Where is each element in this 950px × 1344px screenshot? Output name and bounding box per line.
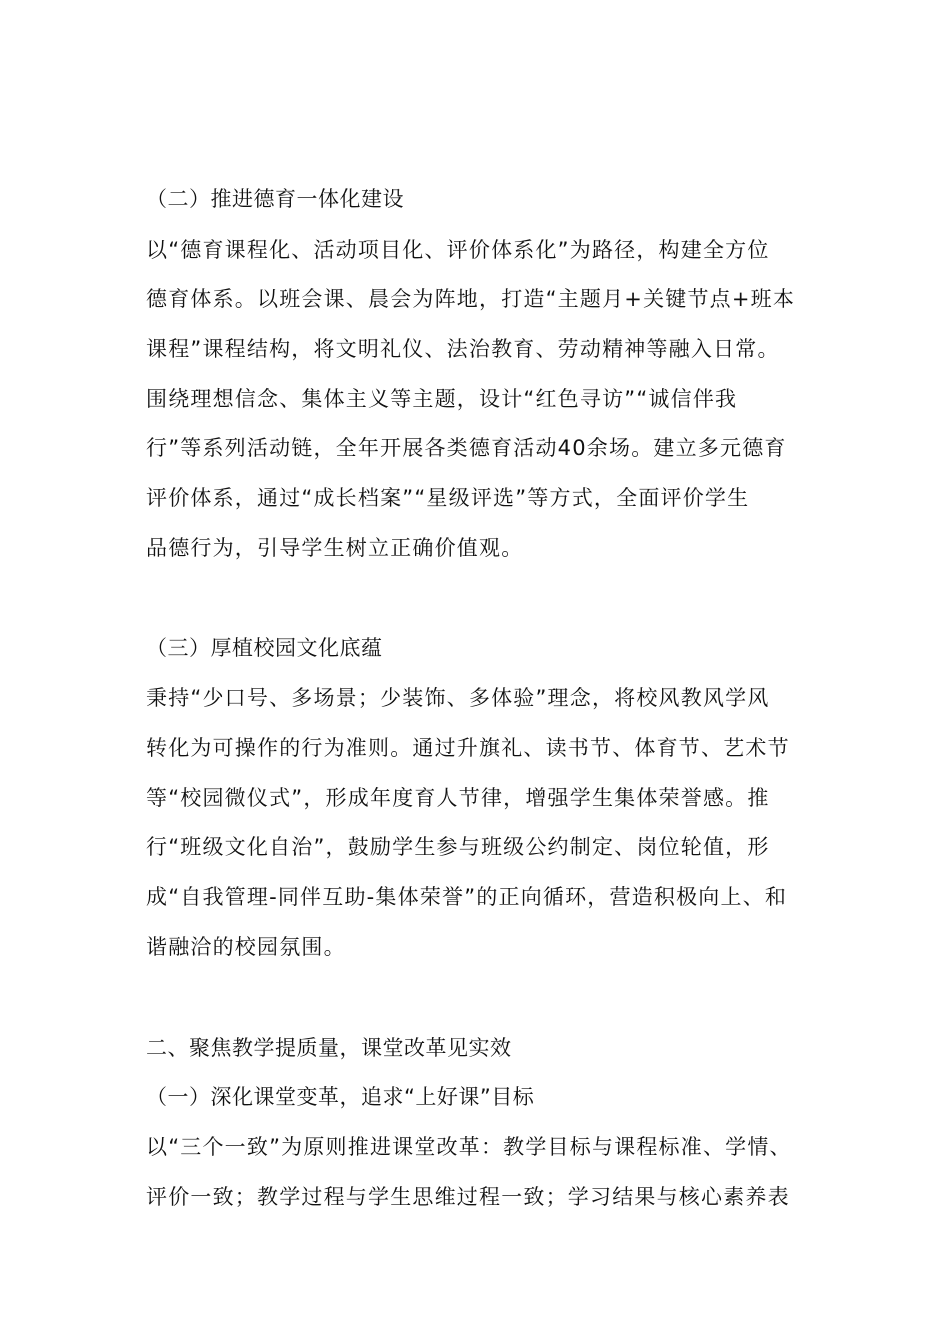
paragraph-line: 以“德育课程化、活动项目化、评价体系化”为路径，构建全方位 [146,238,770,262]
section-heading: （三）厚植校园文化底蕴 [146,636,383,660]
paragraph-line: 德育体系。以班会课、晨会为阵地，打造“主题月+关键节点+班本 [146,287,796,311]
paragraph-line: 成“自我管理-同伴互助-集体荣誉”的正向循环，营造积极向上、和 [146,885,788,909]
paragraph-line: 谐融洽的校园氛围。 [146,935,346,959]
paragraph-line: 围绕理想信念、集体主义等主题，设计“红色寻访”“诚信伴我 [146,387,738,411]
paragraph-line: 评价体系，通过“成长档案”“星级评选”等方式，全面评价学生 [146,486,750,510]
paragraph-line: 以“三个一致”为原则推进课堂改革：教学目标与课程标准、学情、 [146,1135,792,1159]
paragraph-line: 品德行为，引导学生树立正确价值观。 [146,536,524,560]
paragraph-line: 行”等系列活动链，全年开展各类德育活动40余场。建立多元德育 [146,436,787,460]
paragraph-line: 课程”课程结构，将文明礼仪、法治教育、劳动精神等融入日常。 [146,337,780,361]
document-page [146,0,826,1344]
paragraph-line: 秉持“少口号、多场景；少装饰、多体验”理念，将校风教风学风 [146,686,770,710]
paragraph-line: 转化为可操作的行为准则。通过升旗礼、读书节、体育节、艺术节 [146,736,790,760]
part-heading: 二、聚焦教学提质量，课堂改革见实效 [146,1036,512,1060]
paragraph-line: 等“校园微仪式”，形成年度育人节律，增强学生集体荣誉感。推 [146,786,770,810]
section-heading: （一）深化课堂变革，追求“上好课”目标 [146,1085,535,1109]
paragraph-line: 评价一致；教学过程与学生思维过程一致；学习结果与核心素养表 [146,1185,790,1209]
section-heading: （二）推进德育一体化建设 [146,187,404,211]
paragraph-line: 行“班级文化自治”，鼓励学生参与班级公约制定、岗位轮值，形 [146,835,770,859]
